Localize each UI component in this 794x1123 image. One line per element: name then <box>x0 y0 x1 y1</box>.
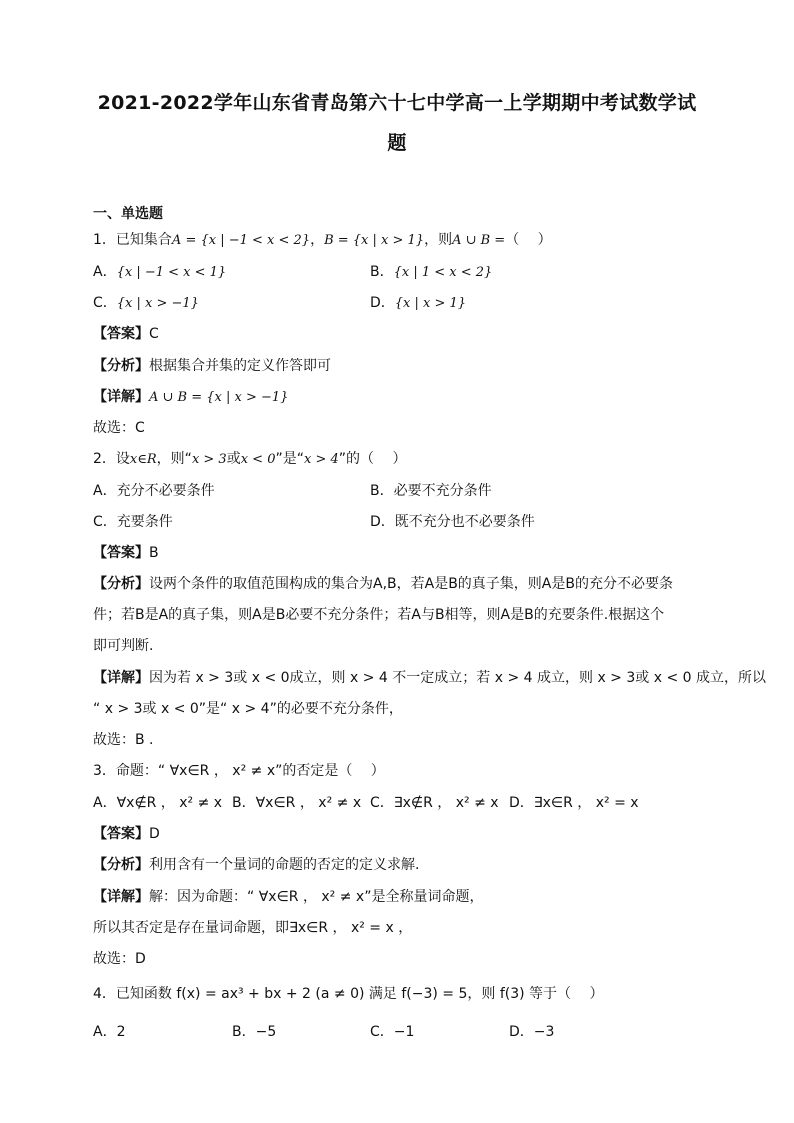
q4-option-a: A．2 <box>93 1024 126 1040</box>
q3-analysis-text: 利用含有一个量词的命题的否定的定义求解. <box>149 857 420 873</box>
q3-stem: 3．命题：“ ∀x∈R ， x² ≠ x”的否定是（ ） <box>93 763 385 779</box>
q2-math-3: x < 0 <box>240 452 276 467</box>
q2-answer <box>93 542 734 562</box>
q1-option-c-label: C． <box>93 295 117 311</box>
q2-detail-line-2: “ x > 3或 x < 0”是“ x > 4”的必要不充分条件， <box>93 701 403 717</box>
q3-answer <box>93 823 734 843</box>
q2-detail-tag: 【详解】 <box>93 670 149 686</box>
q4-option-d: D．−3 <box>509 1024 555 1040</box>
q2-detail-text-1: 因为若 x > 3或 x < 0成立，则 x > 4 不一定成立；若 x > 4 成立，则 x > 3或 x < 0 成立，所以 <box>149 670 766 686</box>
q2-analysis-line-2: 件；若B是A的真子集，则A是B必要不充分条件；若A与B相等，则A是B的充要条件.根据这个 <box>93 607 665 623</box>
q2-math-4: x > 4 <box>303 452 339 467</box>
q1-union: A ∪ B = <box>452 233 506 248</box>
q1-option-c-value: {x | x > −1} <box>116 296 199 311</box>
q2-stem-text-b: ，则“ <box>156 451 192 467</box>
q2-stem-text-c: 或 <box>226 451 241 467</box>
title-line-1: 2021-2022学年山东省青岛第六十七中学高一上学期期中考试数学试 <box>97 92 697 114</box>
q3-option-a: A．∀x∉R ， x² ≠ x <box>93 795 223 811</box>
q1-stem <box>93 229 734 249</box>
q4-option-c: C．−1 <box>370 1024 415 1040</box>
q1-option-d-value: {x | x > 1} <box>394 296 467 311</box>
q3-analysis <box>93 854 734 874</box>
q1-option-a-value: {x | −1 < x < 1} <box>116 265 227 280</box>
q2-option-d <box>370 511 535 531</box>
q2-answer-tag: 【答案】 <box>93 545 149 561</box>
q1-stem-text-c: ，则 <box>424 232 453 248</box>
q1-set-b: B = {x | x > 1} <box>324 233 425 248</box>
q2-stem-text-a: 2．设 <box>93 451 130 467</box>
q2-option-d-label: D． <box>370 514 395 530</box>
q2-option-c-value: 充要条件 <box>116 514 173 530</box>
q2-analysis-tag: 【分析】 <box>93 576 149 592</box>
q4-option-b: B．−5 <box>232 1024 277 1040</box>
q2-stem <box>93 448 734 468</box>
q1-option-d-label: D． <box>370 295 395 311</box>
q1-option-b <box>370 261 492 281</box>
q2-option-a-label: A． <box>93 483 117 499</box>
q1-detail-tag: 【详解】 <box>93 389 149 405</box>
q2-analysis-text-1: 设两个条件的取值范围构成的集合为A,B，若A是B的真子集，则A是B的充分不必要条 <box>149 576 673 592</box>
q1-stem-text-d: （ ） <box>505 232 552 248</box>
q2-option-c-label: C． <box>93 514 117 530</box>
q1-option-d <box>370 292 466 312</box>
q2-option-b <box>370 480 492 500</box>
q1-option-b-value: {x | 1 < x < 2} <box>393 265 493 280</box>
q2-answer-value: B <box>149 545 159 561</box>
q3-option-d: D．∃x∈R ， x² = x <box>509 795 639 811</box>
q2-option-b-label: B． <box>370 483 394 499</box>
q3-choose: 故选：D <box>93 951 146 967</box>
q2-math-2: x > 3 <box>191 452 227 467</box>
q3-answer-tag: 【答案】 <box>93 826 149 842</box>
q3-option-b: B．∀x∈R ， x² ≠ x <box>232 795 362 811</box>
q2-detail-line-1 <box>93 667 766 687</box>
q3-detail-text-1: 解：因为命题：“ ∀x∈R ， x² ≠ x”是全称量词命题， <box>149 889 484 905</box>
q1-answer <box>93 323 734 343</box>
q2-choose: 故选：B . <box>93 732 154 748</box>
q3-option-c: C．∃x∉R ， x² ≠ x <box>370 795 499 811</box>
q1-detail-math: A ∪ B = {x | x > −1} <box>149 390 289 405</box>
q1-answer-tag: 【答案】 <box>93 326 149 342</box>
q1-option-a-label: A． <box>93 264 117 280</box>
q2-analysis-line-1 <box>93 573 734 593</box>
section-heading: 一、单选题 <box>93 206 163 222</box>
q3-answer-value: D <box>149 826 160 842</box>
q3-detail-line-2: 所以其否定是存在量词命题，即∃x∈R ， x² = x ， <box>93 920 413 936</box>
q2-option-d-value: 既不充分也不必要条件 <box>394 514 535 530</box>
q3-analysis-tag: 【分析】 <box>93 857 149 873</box>
q1-detail <box>93 386 734 406</box>
q2-stem-text-d: ”是“ <box>275 451 304 467</box>
q1-analysis-tag: 【分析】 <box>93 358 149 374</box>
q1-option-b-label: B． <box>370 264 394 280</box>
q2-analysis-line-3: 即可判断. <box>93 638 154 654</box>
q3-detail-tag: 【详解】 <box>93 889 149 905</box>
q1-choose: 故选：C <box>93 420 145 436</box>
q2-option-b-value: 必要不充分条件 <box>393 483 492 499</box>
q1-analysis <box>93 355 734 375</box>
q2-option-a-value: 充分不必要条件 <box>116 483 215 499</box>
q1-set-a: A = {x | −1 < x < 2} <box>171 233 311 248</box>
q1-analysis-text: 根据集合并集的定义作答即可 <box>149 358 331 374</box>
title-line-2: 题 <box>387 132 407 154</box>
q3-detail-line-1 <box>93 886 734 906</box>
q2-math-1: x∈R <box>129 452 157 467</box>
q1-answer-value: C <box>149 326 159 342</box>
q4-stem: 4．已知函数 f(x) = ax³ + bx + 2 (a ≠ 0) 满足 f(−3) = 5，则 f(3) 等于（ ） <box>93 986 604 1002</box>
q1-stem-text-b: ， <box>310 232 325 248</box>
q2-stem-text-e: ”的（ ） <box>338 451 407 467</box>
q1-stem-text-a: 1．已知集合 <box>93 232 172 248</box>
